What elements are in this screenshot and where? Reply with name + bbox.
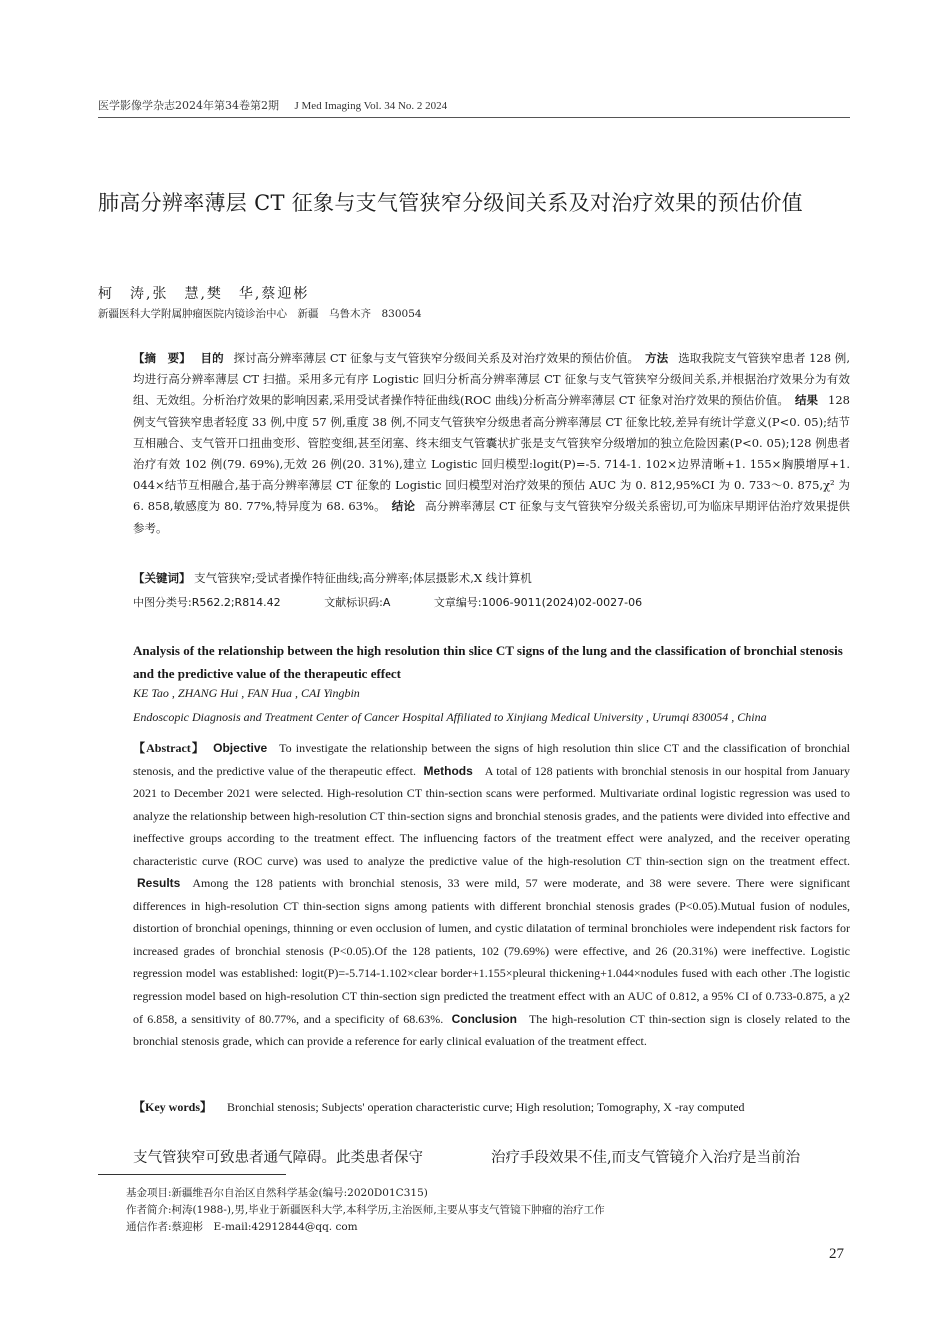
authors-zh: 柯 涛,张 慧,樊 华,蔡迎彬 [98, 286, 310, 302]
abstract-zh-methods-label: 方法 [645, 351, 669, 365]
abstract-en-conclusion: The high-resolution CT thin-section sign is closely related to the bronchial stenosis grade, which can provide a reference for early clinical evaluation of the treatment effect. [133, 1011, 851, 1049]
abstract-zh-results-label: 结果 [794, 393, 819, 408]
keywords-zh-text: 支气管狭窄;受试者操作特征曲线;高分辨率;体层摄影术,X 线计算机 [194, 571, 532, 585]
abstract-zh-results: 128 例支气管狭窄患者轻度 33 例,中度 57 例,重度 38 例,不同支气管狭窄分级患者高分辨率薄层 CT 征象比较,差异有统计学意义(P<0. 05);结节互相融合、支气管开口扭曲变形、管腔变细,甚至闭塞、终末细支气管囊状扩张是支气管狭窄分级增加的独立危险因素(P<0. 05);128 例患者治疗有效 102 例(79. 69%),无效 26 例(20. 31%),建立 Logistic 回归模型:logit(P)=-5. 714-1. 102×边界清晰+1. 155×胸膜增厚+1. 044×结节互相融合,基于高分辨率薄层 CT 征象的 Logistic 回归模型对治疗效果的预估 AUC 为 0. 812,95%CI 为 0. 733～0. 875,χ² 为 6. 858,敏感度为 80. 77%,特异度为 68. 63%。 [133, 393, 850, 514]
footnote-corresponding-author: 通信作者:蔡迎彬 E-mail:42912844@qq. com [126, 1221, 358, 1233]
journal-name-zh: 医学影像学杂志2024年第34卷第2期 [98, 99, 279, 112]
affiliation-en: Endoscopic Diagnosis and Treatment Center of Cancer Hospital Affiliated to Xinjiang Medical University , Urumqi 830054 , China [133, 710, 767, 724]
abstract-zh-objective-label: 目的 [200, 351, 224, 365]
footnote-divider [98, 1174, 286, 1175]
clc-number: 中图分类号:R562.2;R814.42 [133, 596, 281, 609]
footnote-author-bio: 作者简介:柯涛(1988-),男,毕业于新疆医科大学,本科学历,主治医师,主要从事支气管镜下肿瘤的治疗工作 [126, 1204, 605, 1216]
abstract-en-methods: A total of 128 patients with bronchial stenosis in our hospital from January 2021 to December 2021 were selected. High-resolution CT thin-section scans were performed. Multivariate ordinal logistic regression was used to analyze the relationship between high-resolution CT thin-section signs and bronchial stenosis grades, and the patients were divided into effective and ineffective groups according to the treatment effect. The influencing factors of the treatment effect were analyzed, and the receiver operating characteristic curve (ROC curve) was used to analyze the predictive value of the high-resolution CT thin-section sign on the treatment effect. [133, 763, 851, 868]
paper-title-en: Analysis of the relationship between the high resolution thin slice CT signs of the lung and the classification of bronchial stenosis and the predictive value of the therapeutic effect [133, 643, 843, 681]
header-divider [98, 117, 850, 118]
authors-en: KE Tao , ZHANG Hui , FAN Hua , CAI Yingbin [133, 686, 360, 700]
body-text [133, 1146, 850, 1167]
page-number: 27 [829, 1246, 844, 1262]
abstract-en-label: 【Abstract】 [133, 741, 206, 755]
journal-name-en: J Med Imaging Vol. 34 No. 2 2024 [294, 100, 448, 112]
abstract-zh-methods: 选取我院支气管狭窄患者 128 例,均进行高分辨率薄层 CT 扫描。采用多元有序 Logistic 回归分析高分辨率薄层 CT 征象与支气管狭窄分级间关系,并根据治疗效果分为有效组、无效组。分析治疗效果的影响因素,采用受试者操作特征曲线(ROC 曲线)分析高分辨率薄层 CT 征象对治疗效果的预估价值。 [133, 351, 850, 408]
body-text-left-column: 支气管狭窄可致患者通气障碍。此类患者保守 [133, 1150, 423, 1166]
abstract-zh-label: 【摘 要】 [133, 351, 191, 365]
abstract-en-results-label: Results [137, 876, 181, 891]
abstract-zh-conclusion: 高分辨率薄层 CT 征象与支气管狭窄分级关系密切,可为临床早期评估治疗效果提供参考。 [133, 499, 851, 535]
keywords-zh-label: 【关键词】 [133, 571, 191, 585]
abstract-en-methods-label: Methods [423, 763, 473, 778]
body-text-right-column: 治疗手段效果不佳,而支气管镜介入治疗是当前治 [491, 1150, 801, 1166]
abstract-en [133, 737, 850, 1053]
classification-row [133, 594, 850, 610]
abstract-en-conclusion-label: Conclusion [451, 1011, 517, 1026]
abstract-zh-objective: 探讨高分辨率薄层 CT 征象与支气管狭窄分级间关系及对治疗效果的预估价值。 [233, 351, 640, 365]
abstract-en-results: Among the 128 patients with bronchial stenosis, 33 were mild, 57 were moderate, and 38 were severe. There were significant differences in high-resolution CT thin-section signs among patients with different bronchial stenosis grades (P<0.05).Mutual fusion of nodules, distortion of bronchial openings, thinning or even occlusion of lumen, and cystic dilatation of terminal bronchioles were independent risk factors for increased grades of bronchial stenosis (P<0.05).Of the 128 patients, 102 (79.69%) were effective, and 26 (20.31%) were ineffective. Logistic regression model was established: logit(P)=-5.714-1.102×clear border+1.155×pleural thickening+1.044×nodules fused with each other .The logistic regression model based on high-resolution CT thin-section sign predicted the treatment effect with an AUC of 0.812, a 95% CI of 0.733-0.875, a χ2 of 6.858, a sensitivity of 80.77%, and a specificity of 68.63%. [133, 876, 850, 1026]
journal-header [98, 97, 858, 113]
keywords-zh [133, 570, 850, 586]
footnote-funding: 基金项目:新疆维吾尔自治区自然科学基金(编号:2020D01C315) [126, 1187, 428, 1199]
document-code: 文献标识码:A [324, 596, 391, 609]
keywords-en-text: Bronchial stenosis; Subjects' operation characteristic curve; High resolution; Tomography, X -ray computed [227, 1100, 745, 1114]
keywords-en-label: 【Key words】 [133, 1100, 212, 1114]
keywords-en [133, 1098, 850, 1115]
article-number: 文章编号:1006-9011(2024)02-0027-06 [433, 596, 643, 609]
abstract-en-objective-label: Objective [213, 741, 268, 755]
abstract-en-objective: To investigate the relationship between the signs of high resolution thin slice CT and the classification of bronchial stenosis, and the predictive value of the therapeutic effect. [133, 741, 851, 778]
paper-title-zh: 肺高分辨率薄层 CT 征象与支气管狭窄分级间关系及对治疗效果的预估价值 [98, 191, 803, 215]
abstract-zh-conclusion-label: 结论 [391, 499, 416, 514]
affiliation-zh: 新疆医科大学附属肿瘤医院内镜诊治中心 新疆 乌鲁木齐 830054 [98, 308, 422, 320]
abstract-zh [133, 348, 850, 539]
